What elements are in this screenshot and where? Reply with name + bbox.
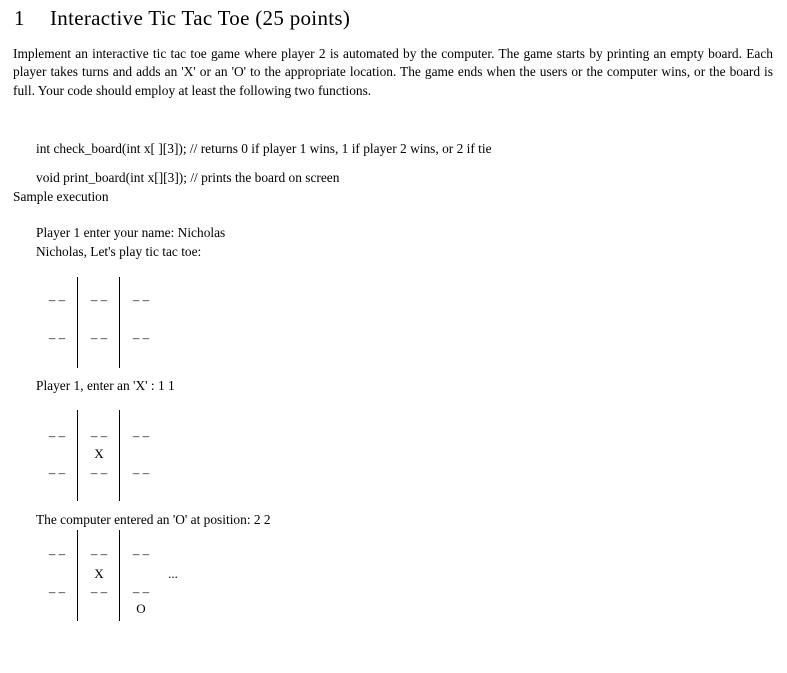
board-cell: – – — [90, 292, 108, 307]
o-mark: O — [136, 601, 146, 616]
board-cell: – – — [132, 465, 150, 480]
board-cell: – – — [90, 584, 108, 599]
check-board-signature: int check_board(int x[ ][3]); // returns 0 if player 1 wins, 1 if player 2 wins, or 2 if tie — [36, 141, 492, 156]
board-cell: – – — [48, 584, 66, 599]
board-cell: – – — [132, 330, 150, 345]
board-cell: – – — [132, 584, 150, 599]
board-cell: – – — [48, 292, 66, 307]
board-cell: – – — [90, 428, 108, 443]
x-mark: X — [94, 566, 104, 581]
section-number: 1 — [14, 6, 25, 30]
name-prompt-line: Player 1 enter your name: Nicholas — [36, 225, 226, 240]
board-cell: – – — [132, 292, 150, 307]
board-cell: – – — [90, 465, 108, 480]
print-board-signature: void print_board(int x[][3]); // prints the board on screen — [36, 170, 340, 185]
board-cell: – – — [132, 546, 150, 561]
x-mark: X — [94, 446, 104, 461]
intro-paragraph: Implement an interactive tic tac toe game where player 2 is automated by the computer. The game starts by printing an empty board. Each player takes turns and adds an 'X' or an 'O' to the appropriate location. The game ends when the users or the computer wins, or the board is full. Your code should employ at least the following two functions. — [13, 46, 773, 98]
board-divider — [77, 277, 78, 368]
board-cell: – – — [48, 428, 66, 443]
computer-move-line: The computer entered an 'O' at position: 2 2 — [36, 512, 271, 527]
sample-execution-label: Sample execution — [13, 189, 109, 204]
player-move-line: Player 1, enter an 'X' : 1 1 — [36, 378, 175, 393]
section-title: Interactive Tic Tac Toe (25 points) — [50, 6, 351, 30]
board-cell: – – — [48, 330, 66, 345]
continuation-ellipsis: ... — [168, 566, 178, 581]
board-cell: – – — [132, 428, 150, 443]
board-cell: – – — [48, 465, 66, 480]
board-divider — [119, 277, 120, 368]
board-divider — [119, 530, 120, 621]
section-heading — [14, 6, 350, 31]
greeting-line: Nicholas, Let's play tic tac toe: — [36, 244, 202, 259]
board-cell: – – — [90, 330, 108, 345]
board-divider — [77, 410, 78, 501]
board-divider — [119, 410, 120, 501]
board-divider — [77, 530, 78, 621]
board-cell: – – — [90, 546, 108, 561]
board-cell: – – — [48, 546, 66, 561]
